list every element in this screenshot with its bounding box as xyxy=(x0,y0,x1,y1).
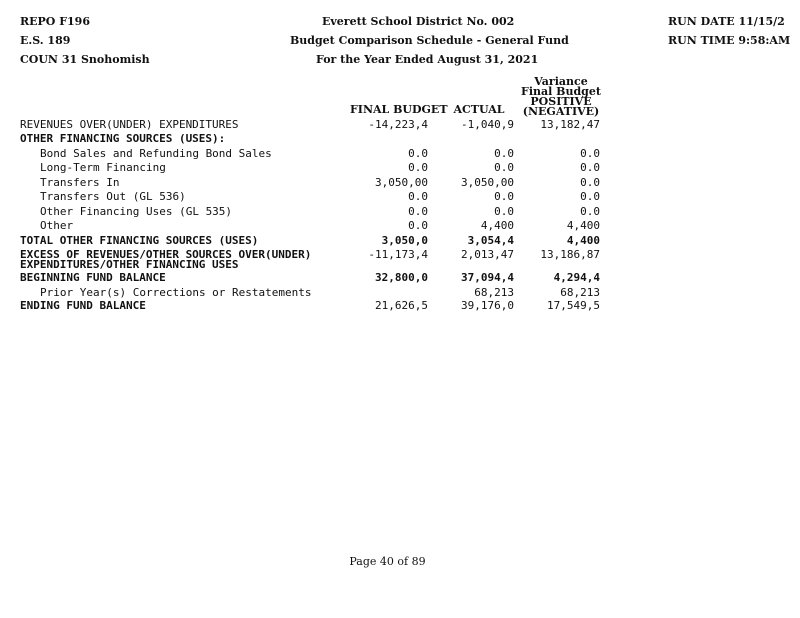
report-title: Budget Comparison Schedule - General Fund xyxy=(290,34,569,47)
variance-header-1: Variance xyxy=(534,75,588,88)
actual-value: -1,040,9 xyxy=(461,118,514,131)
final-value: 0.0 xyxy=(408,219,428,232)
actual-value: 68,213 xyxy=(474,286,514,299)
final-value: 0.0 xyxy=(408,161,428,174)
final-value: -11,173,4 xyxy=(368,248,428,261)
row-label: REVENUES OVER(UNDER) EXPENDITURES xyxy=(20,118,239,131)
actual-value: 0.0 xyxy=(494,161,514,174)
row-label: Bond Sales and Refunding Bond Sales xyxy=(40,147,272,160)
actual-header: ACTUAL xyxy=(453,103,505,116)
final-value: 21,626,5 xyxy=(375,299,428,312)
actual-value: 37,094,4 xyxy=(461,271,514,284)
row-label: Prior Year(s) Corrections or Restatements xyxy=(40,286,312,299)
county-label: COUN 31 Snohomish xyxy=(20,53,150,66)
actual-value: 4,400 xyxy=(480,219,514,232)
report-id: REPO F196 xyxy=(20,15,90,28)
row-label: Other xyxy=(40,219,74,232)
actual-value: 3,050,00 xyxy=(461,176,514,189)
variance-value: 0.0 xyxy=(580,161,600,174)
final-value: 0.0 xyxy=(408,147,428,160)
final-value: -14,223,4 xyxy=(368,118,428,131)
row-label: BEGINNING FUND BALANCE xyxy=(20,271,166,284)
period-label: For the Year Ended August 31, 2021 xyxy=(316,53,539,66)
variance-value: 13,186,87 xyxy=(540,248,600,261)
actual-value: 0.0 xyxy=(494,205,514,218)
row-label: EXCESS OF REVENUES/OTHER SOURCES OVER(UNDER) xyxy=(20,248,312,261)
variance-value: 17,549,5 xyxy=(547,299,600,312)
row-label: Transfers Out (GL 536) xyxy=(40,190,186,203)
variance-value: 0.0 xyxy=(580,190,600,203)
actual-value: 3,054,4 xyxy=(467,234,514,247)
actual-value: 0.0 xyxy=(494,190,514,203)
final-value: 3,050,0 xyxy=(381,234,428,247)
run-date: RUN DATE 11/15/2 xyxy=(668,15,785,28)
run-time: RUN TIME 9:58:AM xyxy=(668,34,791,47)
row-label: TOTAL OTHER FINANCING SOURCES (USES) xyxy=(20,234,259,247)
final-value: 3,050,00 xyxy=(375,176,428,189)
actual-value: 39,176,0 xyxy=(461,299,514,312)
variance-header-3: POSITIVE xyxy=(530,95,592,108)
actual-value: 0.0 xyxy=(494,147,514,160)
variance-value: 0.0 xyxy=(580,205,600,218)
variance-value: 4,400 xyxy=(566,219,600,232)
variance-header-2: Final Budget xyxy=(521,85,601,98)
page-number: Page 40 of 89 xyxy=(349,555,426,568)
row-label: Other Financing Uses (GL 535) xyxy=(40,205,233,218)
variance-value: 0.0 xyxy=(580,147,600,160)
final-value: 32,800,0 xyxy=(375,271,428,284)
variance-value: 13,182,47 xyxy=(540,118,600,131)
variance-value: 4,294,4 xyxy=(553,271,600,284)
row-label: EXPENDITURES/OTHER FINANCING USES xyxy=(20,258,239,271)
actual-value: 2,013,47 xyxy=(461,248,514,261)
row-label: Long-Term Financing xyxy=(40,161,166,174)
variance-header-4: (NEGATIVE) xyxy=(522,105,600,118)
variance-value: 4,400 xyxy=(566,234,600,247)
final-budget-header: FINAL BUDGET xyxy=(350,103,448,116)
district-name: Everett School District No. 002 xyxy=(322,15,515,28)
final-value: 0.0 xyxy=(408,205,428,218)
variance-value: 0.0 xyxy=(580,176,600,189)
row-label: Transfers In xyxy=(40,176,120,189)
row-label: ENDING FUND BALANCE xyxy=(20,299,146,312)
row-label: OTHER FINANCING SOURCES (USES): xyxy=(20,132,226,145)
variance-value: 68,213 xyxy=(560,286,600,299)
final-value: 0.0 xyxy=(408,190,428,203)
esd-label: E.S. 189 xyxy=(20,34,71,47)
